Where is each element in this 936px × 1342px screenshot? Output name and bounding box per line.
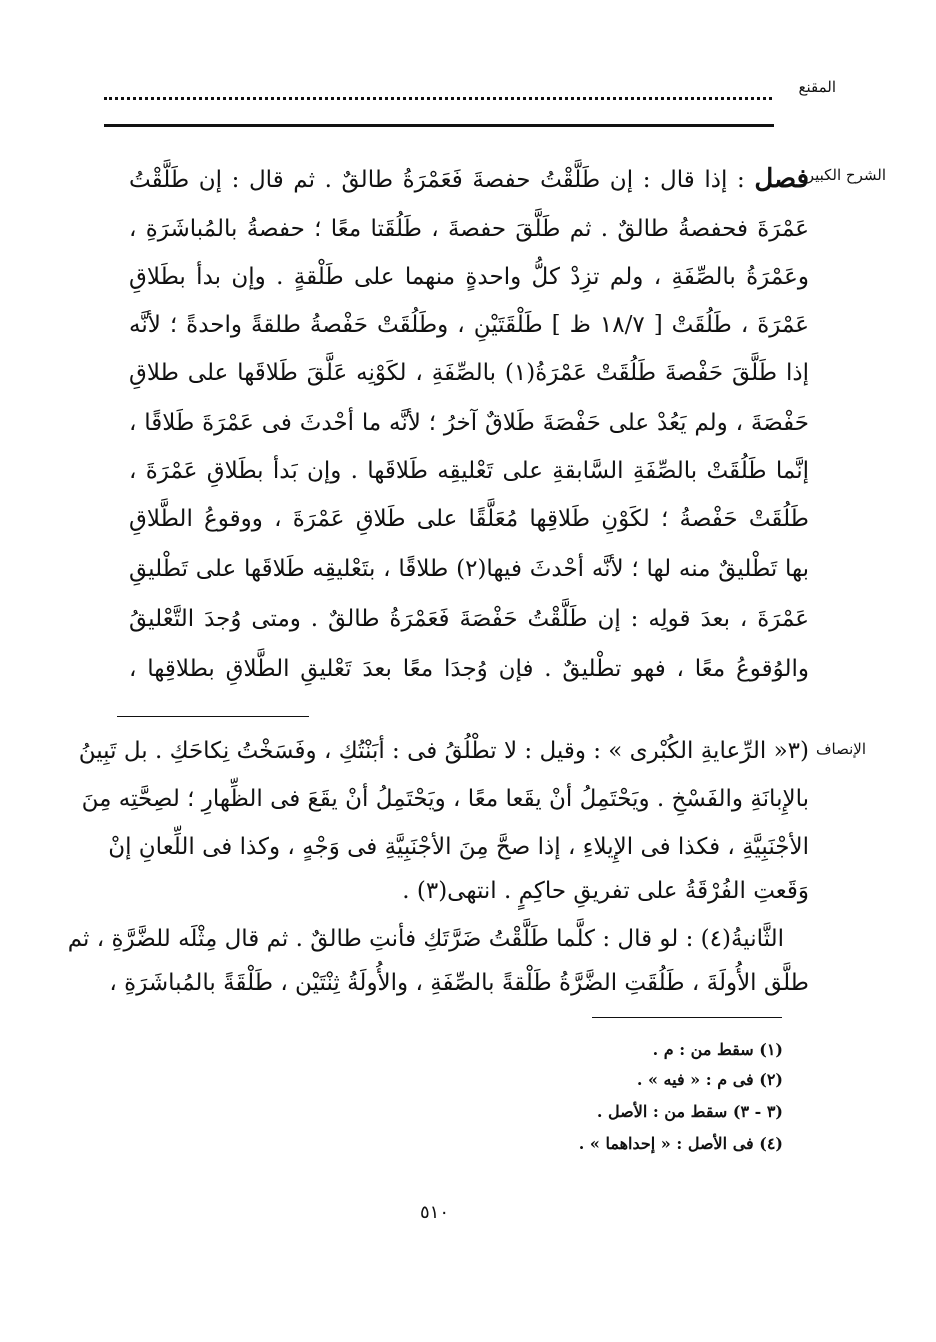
- insaf-line: الثَّانيةُ(٤) : لو قال : كلَّما طَلَّقْتُ ضَرَّتَكِ فأنتِ طالقٌ . ثم قال مِثْلَه للضَّرَّةِ ، ثم: [67, 926, 784, 952]
- margin-label-insaf: الإنصاف: [815, 740, 866, 758]
- section-heading-fasl: فصل: [754, 164, 810, 194]
- header-dotted-rule: [104, 97, 772, 100]
- section-divider: [117, 716, 309, 717]
- header-rule: [104, 124, 774, 127]
- footnote-4: (٤) فى الأصل : « إحداهما » .: [578, 1134, 783, 1153]
- footnote-1: (١) سقط من : م .: [652, 1040, 783, 1059]
- running-header-title: المقنع: [798, 78, 836, 96]
- main-line: طَلُقَتْ حَفْصةُ ؛ لكَوْنِ طَلاقِها مُعَلَّقًا على طَلاقِ عَمْرَةَ ، ووقوعُ الطَّلاقِ: [129, 506, 809, 532]
- main-line: إذا طَلَّقَ حَفْصةَ طَلُقَتْ عَمْرَةُ(١) بالصِّفَةِ ، لكَوْنِه عَلَّقَ طَلاقَها على طلاقِ: [129, 360, 809, 386]
- main-line: وعَمْرَةُ بالصِّفَةِ ، ولم تزِدْ كلُّ واحدةٍ منهما على طَلْقةٍ . وإن بدأ بطَلاقِ: [129, 264, 809, 290]
- main-line: إنَّما طَلُقَتْ بالصِّفَةِ السَّابقةِ على تَعْليقِه طَلاقَها . وإن بَدأ بطَلاقِ عَمْرَةَ ،: [129, 458, 809, 484]
- main-line: والوُقوعُ معًا ، فهو تطْليقٌ . فإن وُجدَا معًا بعدَ تَعْليقِ الطَّلاقِ بطلاقِها ،: [129, 656, 809, 682]
- main-line: عَمْرَةَ ، طَلُقَتْ [ ١٨/٧ ظ ] طَلْقَتَيْنِ ، وطَلُقَتْ حَفْصةُ طلقةً واحدةً ؛ لأنَّه: [129, 312, 810, 338]
- main-line: عَمْرَةَ ، بعدَ قولِه : إن طَلَّقْتُ حَفْصَةَ فَعَمْرَةُ طالقٌ . ومتى وُجدَ التَّعْليقُ: [129, 606, 809, 632]
- footnote-rule: [592, 1017, 782, 1018]
- footnote-2: (٢) فى م : « فيه » .: [636, 1070, 783, 1089]
- insaf-line: (٣« الرِّعايةِ الكُبْرى » : وقيل : لا تطْلُقُ فى : أبَنْتُكِ ، وفَسَخْتُ نِكاحَكِ . بل تَبِينُ: [78, 738, 809, 764]
- insaf-line: طلَّق الأُولَةَ ، طَلُقَتِ الضَّرَّةُ طَلْقةً بالصِّفَةِ ، والأُولَةُ ثِنْتَيْن ، طَلْقَةً بالمُباشَرَةِ ،: [109, 970, 809, 996]
- main-line: عَمْرَةَ فحفصةُ طالقٌ . ثم طَلَّقَ حفصةَ ، طَلُقَتا معًا ؛ حفصةُ بالمُباشَرَةِ ،: [129, 216, 809, 242]
- margin-label-sharh: الشرح الكبير: [806, 166, 886, 184]
- main-line: حَفْصَةَ ، ولم يَعُدْ على حَفْصَةَ طَلاقٌ آخرُ ؛ لأنَّه ما أحْدثَ فى عَمْرَةَ طَلاقًا ،: [129, 410, 809, 436]
- insaf-line: وَقَعتِ الفُرْقَةُ على تفريقِ حاكِمٍ . انتهى(٣) .: [402, 878, 809, 904]
- insaf-line: بالإِبانَةِ والفَسْخِ . ويَحْتَمِلُ أنْ يقَعا معًا ، ويَحْتَمِلُ أنْ يقَعَ فى الظِّهارِ ؛ لصِحَّتِه مِنَ: [81, 786, 809, 812]
- main-line: بها تَطْليقٌ منه لها ؛ لأنَّه أحْدثَ فيها(٢) طلاقًا ، بتَعْليقِه طَلاقَها على تَطْليقِ: [129, 556, 809, 582]
- insaf-line: الأجْنَبِيَّةِ ، فكذا فى الإِيلاءِ ، إذا صحَّ مِنَ الأجْنَبِيَّةِ فى وَجْهٍ ، وكذا فى اللِّعانِ إنْ: [108, 834, 809, 860]
- main-line-1: [129, 166, 809, 192]
- main-line-1-text: : إذا قال : إن طَلَّقْتُ حفصةَ فَعَمْرَةُ طالقٌ . ثم قال : إن طَلَّقْتُ: [129, 167, 745, 193]
- footnote-3: (٣ - ٣) سقط من : الأصل .: [596, 1102, 783, 1121]
- page-number: ٥١٠: [420, 1202, 450, 1223]
